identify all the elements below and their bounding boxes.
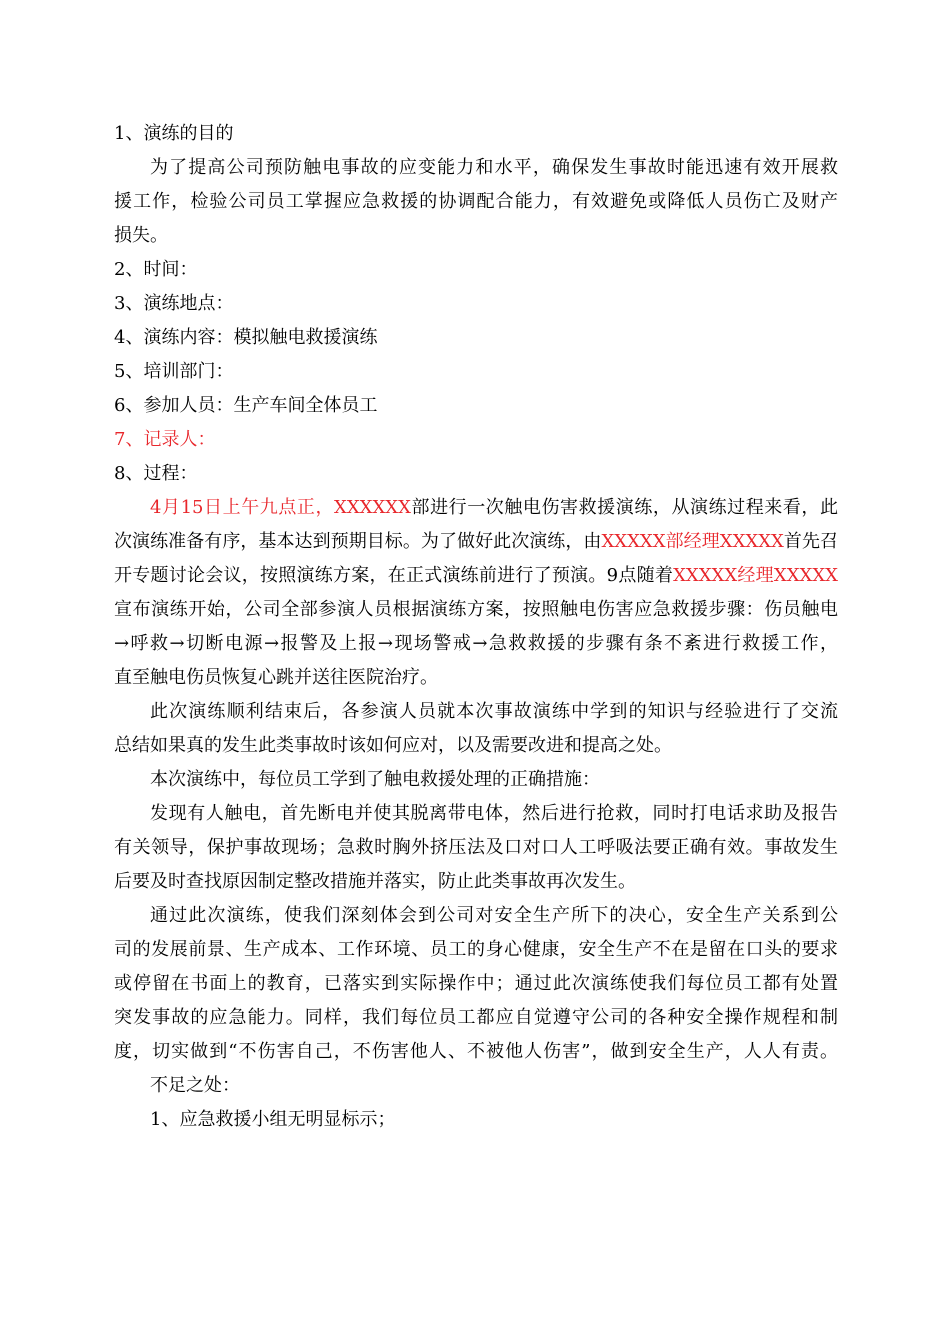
section-location: 3、演练地点：	[114, 293, 234, 314]
highlight-manager: XXXXX经理XXXXX	[673, 565, 838, 586]
highlight-department: XXXXXX	[334, 497, 411, 518]
section-department: 5、培训部门：	[114, 361, 234, 382]
paragraph-line: 损失。	[114, 225, 168, 246]
section-recorder: 7、记录人：	[114, 429, 216, 450]
section-title-purpose: 1、演练的目的	[114, 123, 234, 144]
paragraph-line: 援工作，检验公司员工掌握应急救援的协调配合能力，有效避免或降低人员伤亡及财产	[114, 191, 838, 212]
paragraph-line: 突发事故的应急能力。同样，我们每位员工都应自觉遵守公司的各种安全操作规程和制	[114, 1007, 838, 1028]
paragraph-line: 度，切实做到“不伤害自己，不伤害他人、不被他人伤害”，做到安全生产，人人有责。	[114, 1041, 838, 1062]
paragraph-line: 此次演练顺利结束后，各参演人员就本次事故演练中学到的知识与经验进行了交流	[150, 701, 838, 722]
shortcoming-item: 1、应急救援小组无明显标示；	[150, 1109, 396, 1130]
paragraph-text: 首先召	[783, 531, 838, 552]
paragraph-line	[114, 491, 838, 525]
paragraph-line: 本次演练中，每位员工学到了触电救援处理的正确措施：	[150, 769, 600, 790]
section-process: 8、过程：	[114, 463, 198, 484]
paragraph-line	[114, 559, 838, 593]
paragraph-text: 开专题讨论会议，按照演练方案，在正式演练前进行了预演。9点随着	[114, 565, 674, 586]
paragraph-line: 司的发展前景、生产成本、工作环境、员工的身心健康，安全生产不在是留在口头的要求	[114, 939, 838, 960]
paragraph-text: 部进行一次触电伤害救援演练，从演练过程来看，此	[410, 497, 838, 518]
highlight-date: 4月15日上午九点正，	[150, 497, 335, 518]
paragraph-line: 通过此次演练，使我们深刻体会到公司对安全生产所下的决心，安全生产关系到公	[150, 905, 838, 926]
paragraph-line: 发现有人触电，首先断电并使其脱离带电体，然后进行抢救，同时打电话求助及报告	[150, 803, 838, 824]
paragraph-line: 有关领导，保护事故现场；急救时胸外挤压法及口对口人工呼吸法要正确有效。事故发生	[114, 837, 838, 858]
paragraph-text: 次演练准备有序，基本达到预期目标。为了做好此次演练，由	[114, 531, 602, 552]
paragraph-line	[114, 525, 838, 559]
paragraph-line: →呼救→切断电源→报警及上报→现场警戒→急救救援的步骤有条不紊进行救援工作，	[114, 633, 838, 654]
section-content: 4、演练内容：模拟触电救援演练	[114, 327, 378, 348]
section-participants: 6、参加人员：生产车间全体员工	[114, 395, 378, 416]
paragraph-line: 或停留在书面上的教育，已落实到实际操作中；通过此次演练使我们每位员工都有处置	[114, 973, 838, 994]
highlight-manager: XXXXX部经理XXXXX	[601, 531, 784, 552]
paragraph-line: 直至触电伤员恢复心跳并送往医院治疗。	[114, 667, 438, 688]
paragraph-line: 总结如果真的发生此类事故时该如何应对，以及需要改进和提高之处。	[114, 735, 672, 756]
paragraph-line: 宣布演练开始，公司全部参演人员根据演练方案，按照触电伤害应急救援步骤：伤员触电	[114, 599, 838, 620]
paragraph-line: 后要及时查找原因制定整改措施并落实，防止此类事故再次发生。	[114, 871, 636, 892]
section-time: 2、时间：	[114, 259, 198, 280]
shortcomings-heading: 不足之处：	[150, 1075, 240, 1096]
paragraph-line: 为了提高公司预防触电事故的应变能力和水平，确保发生事故时能迅速有效开展救	[150, 157, 838, 178]
